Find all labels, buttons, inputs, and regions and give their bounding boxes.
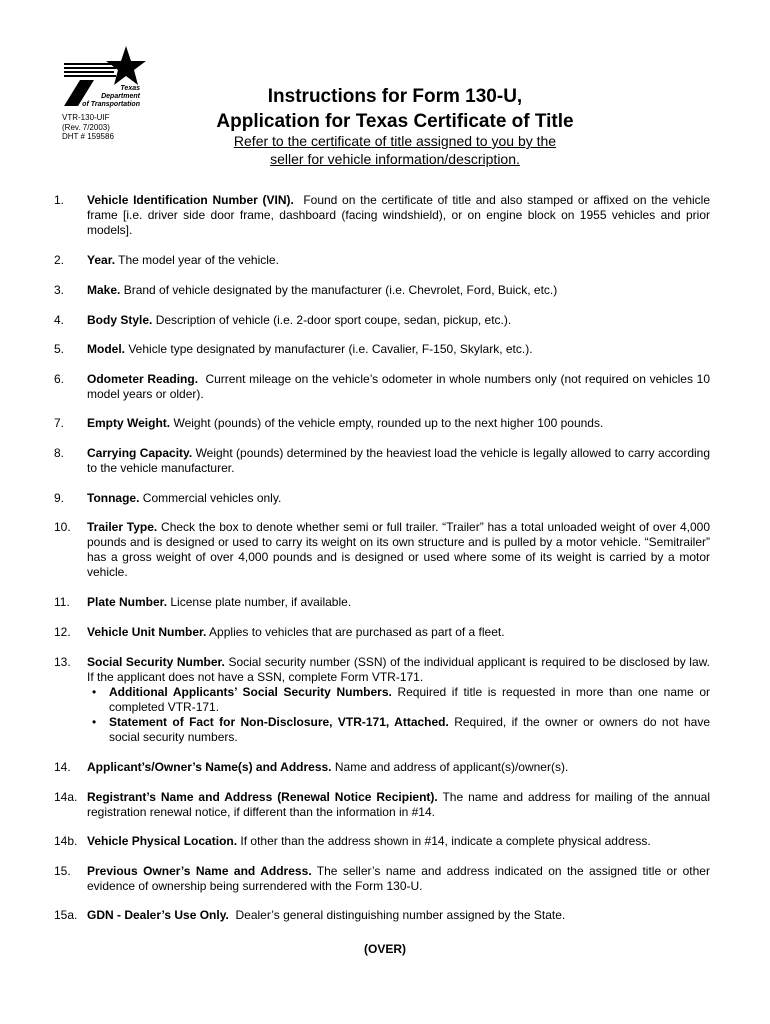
item-number: 14a. [54,790,78,804]
item-label: Odometer Reading. [87,372,199,386]
item-number: 4. [54,313,65,327]
subtitle-line1: Refer to the certificate of title assigned to you by the [233,133,557,149]
item-label: Previous Owner’s Name and Address. [87,864,312,878]
item-number: 7. [54,416,65,430]
instruction-item-4 [54,313,710,328]
instruction-item-5 [54,342,710,357]
instruction-item-7 [54,416,710,431]
item-label: Year. [87,253,116,267]
instruction-item-12 [54,625,710,640]
item-text: Dealer’s general distinguishing number assigned by the State. [235,908,566,922]
item-text: Commercial vehicles only. [142,491,282,505]
item-label: Make. [87,283,121,297]
item-number: 9. [54,491,65,505]
item-number: 10. [54,520,71,534]
item-text: Vehicle type designated by manufacturer (i.e. Cavalier, F-150, Skylark, etc.). [128,342,533,356]
item-number: 3. [54,283,65,297]
item-label: Registrant’s Name and Address (Renewal Notice Recipient). [87,790,438,804]
dht-number: DHT # 159586 [62,132,114,141]
over-indicator: (OVER) [364,942,406,956]
item-label: Social Security Number. [87,655,225,669]
item-text: Weight (pounds) determined by the heaviest load the vehicle is legally allowed to carry according to the vehicle manufacturer. [87,446,711,475]
item-label: GDN - Dealer’s Use Only. [87,908,229,922]
instruction-item-15 [54,864,710,894]
item-number: 12. [54,625,71,639]
item-number: 6. [54,372,65,386]
item-label: Body Style. [87,313,153,327]
item-text: Applies to vehicles that are purchased as part of a fleet. [209,625,505,639]
instruction-item-13 [54,655,710,745]
item-label: Vehicle Unit Number. [87,625,207,639]
bullet-list [87,685,710,745]
page-title-line1: Instructions for Form 130-U, [267,86,523,107]
item-number: 15a. [54,908,78,922]
form-code-block [62,113,114,142]
item-text: Social security number (SSN) of the individual applicant is required to be disclosed by law. If the applicant does not have a SSN, complete Form VTR-171. [87,655,710,684]
form-revision: (Rev. 7/2003) [62,122,110,132]
item-number: 11. [54,595,70,609]
subtitle-line2: seller for vehicle information/description. [270,151,520,167]
item-number: 2. [54,253,65,267]
bullet-text: Required, if the owner or owners do not have social security numbers. [109,715,710,744]
item-number: 13. [54,655,71,669]
item-text: Check the box to denote whether semi or full trailer. “Trailer” has a total unloaded weight of over 4,000 pounds and is designed or used to carry its weight on its own structure and is pulled by a motor vehicle. “Semitrailer” has a gross weight of over 4,000 pounds and is designed or used where some of its weight is carried by a motor vehicle. [87,520,711,579]
item-number: 5. [54,342,65,356]
page-title-line2: Application for Texas Certificate of Title [216,111,574,132]
instruction-item-14a [54,790,710,820]
item-label: Vehicle Identification Number (VIN). [87,193,294,207]
bullet-label: Additional Applicants’ Social Security Numbers. [109,685,392,699]
list-item [109,715,710,745]
item-label: Empty Weight. [87,416,171,430]
item-number: 14b. [54,834,78,848]
item-label: Carrying Capacity. [87,446,193,460]
instruction-item-11 [54,595,710,610]
item-text: Weight (pounds) of the vehicle empty, rounded up to the next higher 100 pounds. [173,416,604,430]
item-number: 15. [54,864,71,878]
item-label: Vehicle Physical Location. [87,834,238,848]
item-text: License plate number, if available. [170,595,352,609]
instruction-item-14b [54,834,710,849]
item-text: The seller’s name and address indicated on the assigned title or other evidence of ownership being surrendered with the Form 130-U. [87,864,710,893]
bullet-text: Required if title is requested in more than one name or completed VTR-171. [109,685,710,714]
item-number: 8. [54,446,65,460]
item-text: Found on the certificate of title and also stamped or affixed on the vehicle frame [i.e. driver side door frame, dashboard (facing windshield), or on engine block on 1955 vehicles and prior models]. [87,193,711,237]
agency-name: Texas Department of Transportation [82,85,140,108]
item-text: Current mileage on the vehicle’s odometer in whole numbers only (not required on vehicles 10 model years or older). [87,372,711,401]
item-label: Model. [87,342,125,356]
item-text: The name and address for mailing of the annual registration renewal notice, if different than the information in #14. [87,790,711,819]
item-number: 1. [54,193,65,207]
instruction-item-9 [54,491,710,506]
item-text: Name and address of applicant(s)/owner(s). [334,760,569,774]
instruction-item-14 [54,760,710,775]
item-label: Applicant’s/Owner’s Name(s) and Address. [87,760,332,774]
form-code: VTR-130-UIF [62,113,110,122]
instruction-item-15a [54,908,710,923]
item-text: If other than the address shown in #14, indicate a complete physical address. [240,834,651,848]
item-text: The model year of the vehicle. [118,253,279,267]
instruction-item-2 [54,253,710,268]
instruction-item-10 [54,520,710,580]
item-label: Trailer Type. [87,520,158,534]
item-number: 14. [54,760,71,774]
instruction-item-1 [54,193,710,238]
item-label: Tonnage. [87,491,140,505]
instruction-item-3 [54,283,710,298]
item-text: Brand of vehicle designated by the manufacturer (i.e. Chevrolet, Ford, Buick, etc.) [123,283,558,297]
list-item [109,685,710,715]
bullet-label: Statement of Fact for Non-Disclosure, VTR-171, Attached. [109,715,449,729]
instruction-item-6 [54,372,710,402]
item-label: Plate Number. [87,595,168,609]
instruction-item-8 [54,446,710,476]
item-text: Description of vehicle (i.e. 2-door sport coupe, sedan, pickup, etc.). [155,313,512,327]
